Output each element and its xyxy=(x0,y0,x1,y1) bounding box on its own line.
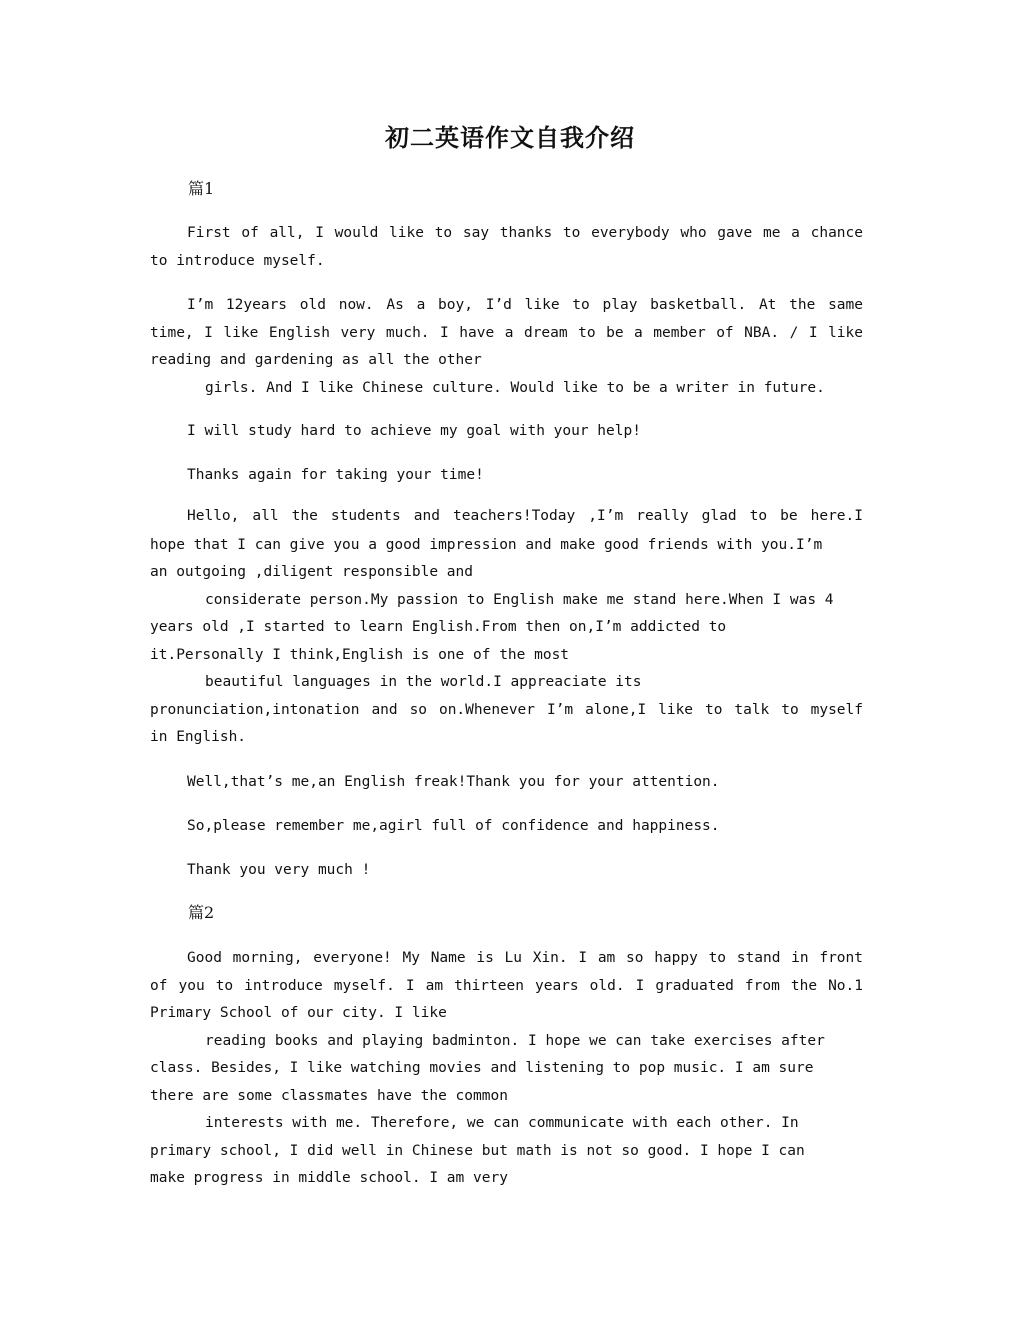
section-heading-2: 篇2 xyxy=(188,903,215,922)
text-line: beautiful languages in the world.I appreaciate its xyxy=(205,674,642,690)
text-line: girls. And I like Chinese culture. Would like to be a writer in future. xyxy=(205,379,825,396)
text-line: there are some classmates have the common xyxy=(150,1087,508,1104)
text-line: pronunciation,intonation and so on.Whenever I’m alone,I like to talk to myself xyxy=(150,701,863,718)
text-line: to introduce myself. xyxy=(150,252,325,269)
text-line: I will study hard to achieve my goal with your help! xyxy=(187,423,641,439)
text-line: reading and gardening as all the other xyxy=(150,352,482,368)
text-line: class. Besides, I like watching movies and listening to pop music. I am sure xyxy=(150,1060,814,1076)
text-line: Thank you very much ! xyxy=(187,862,371,878)
text-line: Thanks again for taking your time! xyxy=(187,467,484,483)
text-line: primary school, I did well in Chinese but math is not so good. I hope I can xyxy=(150,1142,805,1159)
text-line: Primary School of our city. I like xyxy=(150,1005,447,1021)
paragraph xyxy=(150,292,870,402)
text-line: interests with me. Therefore, we can communicate with each other. In xyxy=(205,1115,799,1131)
text-line: hope that I can give you a good impression and make good friends with you.I’m xyxy=(150,536,823,553)
text-line: make progress in middle school. I am very xyxy=(150,1170,508,1186)
paragraph xyxy=(150,220,870,275)
text-line: I’m 12years old now. As a boy, I’d like to play basketball. At the same xyxy=(187,297,863,313)
text-line: an outgoing ,diligent responsible and xyxy=(150,564,474,580)
paragraph xyxy=(150,462,870,490)
text-line: First of all, I would like to say thanks to everybody who gave me a chance xyxy=(187,225,863,241)
paragraph xyxy=(150,857,870,885)
paragraph xyxy=(150,503,870,752)
paragraph xyxy=(150,945,870,1193)
text-line: Well,that’s me,an English freak!Thank you for your attention. xyxy=(187,774,720,790)
paragraph xyxy=(150,813,870,841)
text-line: of you to introduce myself. I am thirteen years old. I graduated from the No.1 xyxy=(150,977,863,994)
text-line: in English. xyxy=(150,729,247,745)
text-line: reading books and playing badminton. I hope we can take exercises after xyxy=(205,1032,825,1049)
text-line: it.Personally I think,English is one of the most xyxy=(150,646,570,663)
text-line: Good morning, everyone! My Name is Lu Xin. I am so happy to stand in front xyxy=(187,950,863,966)
text-line: Hello, all the students and teachers!Today ,I’m really glad to be here.I xyxy=(187,508,863,524)
text-line: years old ,I started to learn English.From then on,I’m addicted to xyxy=(150,619,727,635)
section-heading-1: 篇1 xyxy=(188,179,215,198)
text-line: So,please remember me,agirl full of confidence and happiness. xyxy=(187,818,720,834)
document-title: 初二英语作文自我介绍 xyxy=(385,123,635,152)
paragraph xyxy=(150,769,870,797)
paragraph xyxy=(150,418,870,446)
text-line: time, I like English very much. I have a dream to be a member of NBA. / I like xyxy=(150,324,863,341)
text-line: considerate person.My passion to English make me stand here.When I was 4 xyxy=(205,591,834,608)
